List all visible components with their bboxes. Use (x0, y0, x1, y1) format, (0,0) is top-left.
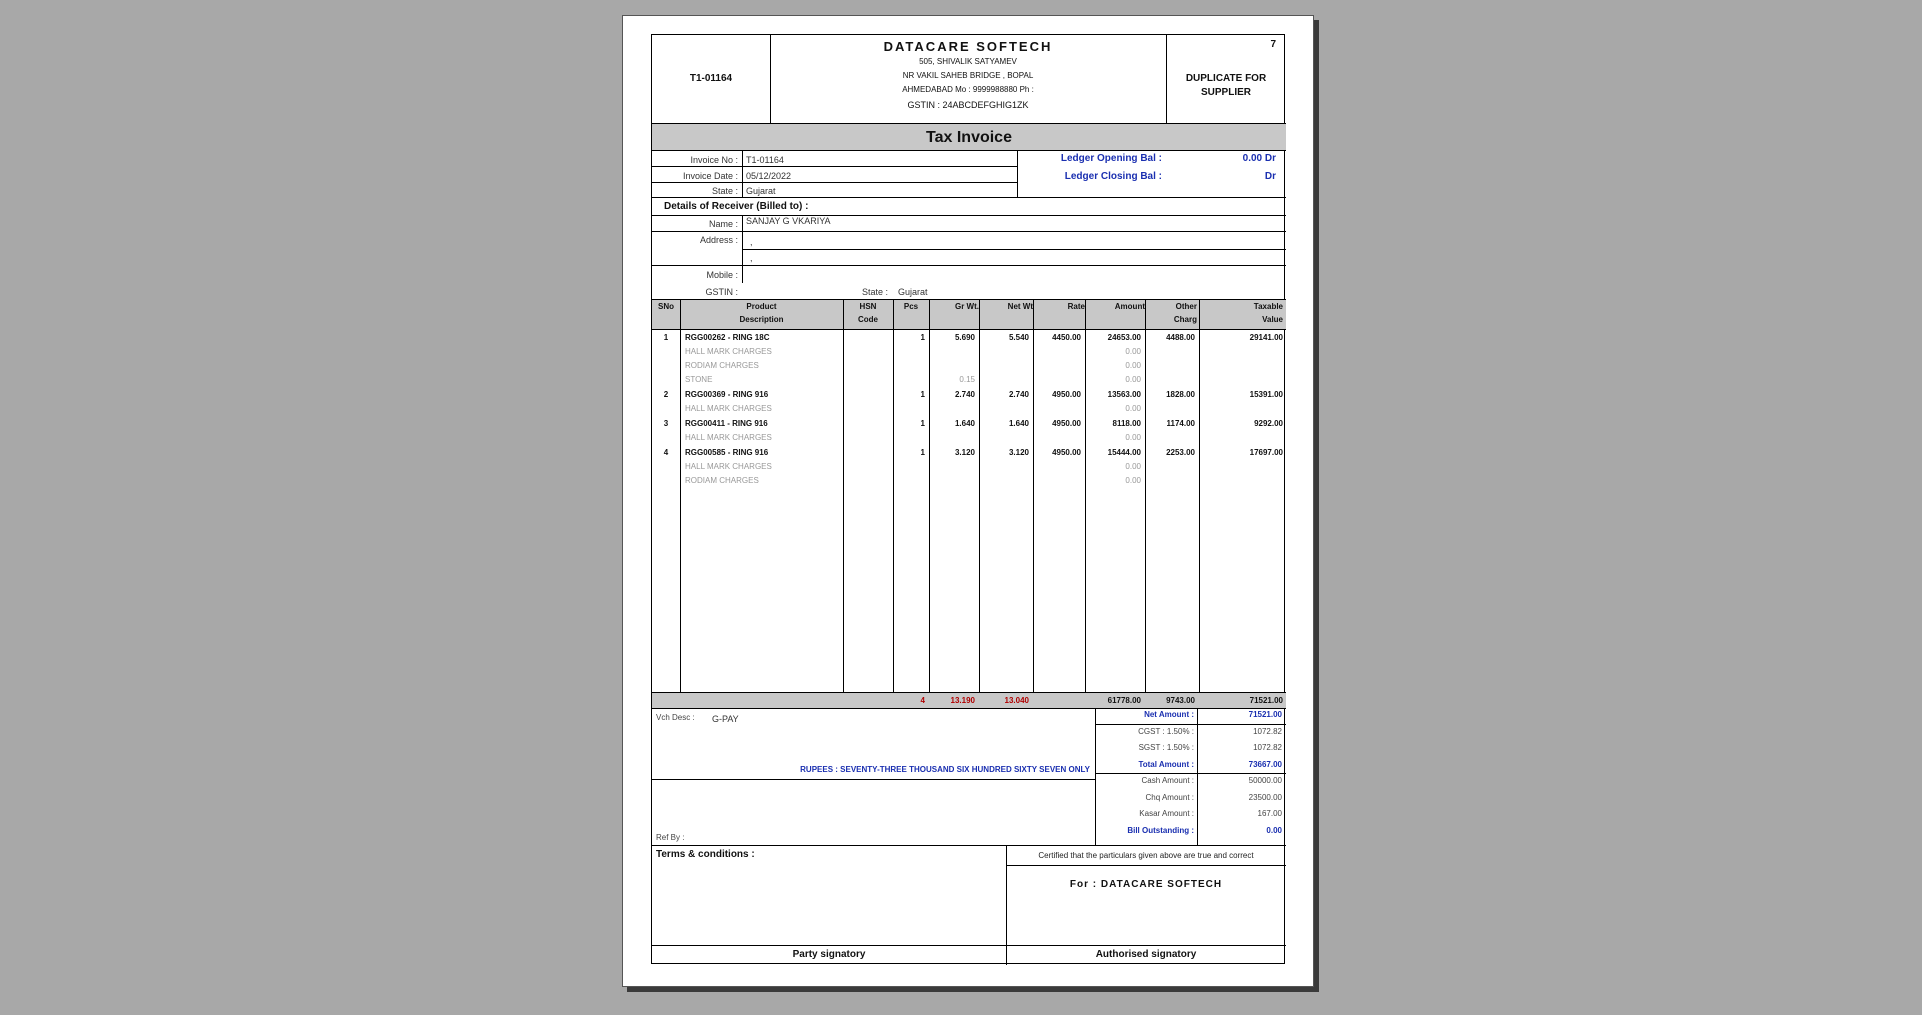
ledger-opening-label: Ledger Opening Bal : (1060, 153, 1162, 164)
col-taxable: Taxable (1253, 302, 1283, 311)
item-other-charges: 4488.00 (1166, 333, 1195, 342)
receiver-mobile-label: Mobile : (706, 270, 738, 280)
summary-divider (1095, 773, 1286, 774)
table-column-divider (929, 299, 930, 708)
item-sub-charge: HALL MARK CHARGES (685, 433, 772, 442)
item-sno: 4 (663, 448, 669, 457)
item-sub-amount: 0.00 (1125, 404, 1141, 413)
item-taxable-value: 17697.00 (1249, 448, 1283, 457)
summary-label: Kasar Amount : (1139, 809, 1194, 818)
certified-text: Certified that the particulars given above are true and correct (1038, 851, 1254, 860)
item-sub-amount: 0.00 (1125, 361, 1141, 370)
company-name: DATACARE SOFTECH (883, 39, 1053, 54)
item-sub-amount: 0.00 (1125, 462, 1141, 471)
invoice-no-label: Invoice No : (690, 155, 738, 165)
col-amount: Amount (1114, 302, 1145, 311)
item-description: RGG00585 - RING 916 (685, 448, 769, 457)
item-rate: 4950.00 (1052, 390, 1081, 399)
col-product: Product (746, 302, 777, 311)
item-sub-amount: 0.00 (1125, 375, 1141, 384)
item-sub-charge: HALL MARK CHARGES (685, 404, 772, 413)
invoice-date: 05/12/2022 (746, 171, 792, 181)
item-pcs: 1 (920, 333, 925, 342)
ledger-opening-value: 0.00 Dr (1242, 153, 1276, 164)
summary-value: 1072.82 (1253, 726, 1282, 736)
item-amount: 24653.00 (1107, 333, 1141, 342)
item-pcs: 1 (920, 419, 925, 428)
total-grwt: 13.190 (950, 696, 975, 705)
item-sub-charge: HALL MARK CHARGES (685, 462, 772, 471)
col-other: Other (1175, 302, 1197, 311)
terms-heading: Terms & conditions : (656, 849, 755, 860)
summary-label: Total Amount : (1138, 759, 1194, 769)
invoice-no: T1-01164 (746, 155, 784, 165)
col-taxable-value: Value (1262, 315, 1283, 324)
item-description: RGG00262 - RING 18C (685, 333, 770, 342)
item-taxable-value: 29141.00 (1249, 333, 1283, 342)
summary-value: 71521.00 (1248, 710, 1282, 719)
summary-label: SGST : 1.50% : (1138, 743, 1194, 752)
item-pcs: 1 (920, 390, 925, 399)
authorised-signatory: Authorised signatory (1095, 949, 1197, 960)
item-grwt: 5.690 (954, 333, 975, 342)
invoice-state: Gujarat (746, 186, 776, 196)
item-other-charges: 1828.00 (1166, 390, 1195, 399)
summary-value: 167.00 (1257, 809, 1282, 818)
table-column-divider (893, 299, 894, 708)
item-description: RGG00411 - RING 916 (685, 419, 768, 428)
for-company: For : DATACARE SOFTECH (1069, 879, 1223, 890)
item-sub-charge: RODIAM CHARGES (685, 476, 759, 485)
item-netwt: 5.540 (1008, 333, 1029, 342)
receiver-name: SANJAY G VKARIYA (746, 216, 831, 226)
table-column-divider (843, 299, 844, 708)
total-other: 9743.00 (1166, 696, 1195, 705)
summary-value: 73667.00 (1248, 759, 1282, 769)
item-other-charges: 2253.00 (1166, 448, 1195, 457)
invoice-date-label: Invoice Date : (682, 171, 738, 181)
ledger-closing-value: Dr (1264, 171, 1276, 182)
summary-divider (1095, 724, 1286, 725)
total-amount: 61778.00 (1107, 696, 1141, 705)
item-amount: 15444.00 (1107, 448, 1141, 457)
col-rate: Rate (1067, 302, 1085, 311)
company-address-2: NR VAKIL SAHEB BRIDGE , BOPAL (902, 71, 1034, 80)
table-column-divider (680, 299, 681, 708)
receiver-address-1: , (750, 237, 753, 247)
page-title: Tax Invoice (926, 129, 1012, 146)
summary-label: Bill Outstanding : (1127, 825, 1194, 835)
item-sub-charge: RODIAM CHARGES (685, 361, 759, 370)
item-amount: 8118.00 (1112, 419, 1141, 428)
item-description: RGG00369 - RING 916 (685, 390, 769, 399)
copy-label-2: SUPPLIER (1200, 87, 1251, 98)
receiver-name-label: Name : (708, 219, 738, 229)
item-rate: 4950.00 (1052, 419, 1081, 428)
col-other-charg: Charg (1173, 315, 1197, 324)
company-contact: AHMEDABAD Mo : 9999988880 Ph : (902, 85, 1034, 94)
col-grwt: Gr Wt. (955, 302, 979, 311)
ref-by-label: Ref By : (656, 833, 685, 842)
item-taxable-value: 9292.00 (1254, 419, 1283, 428)
table-column-divider (1145, 299, 1146, 708)
item-netwt: 1.640 (1008, 419, 1029, 428)
total-taxable: 71521.00 (1249, 696, 1283, 705)
vch-desc: G-PAY (712, 714, 739, 724)
item-netwt: 3.120 (1008, 448, 1029, 457)
col-hsn: HSN (859, 302, 877, 311)
invoice-page (622, 15, 1314, 987)
summary-label: Cash Amount : (1141, 776, 1194, 785)
item-sub-amount: 0.00 (1125, 476, 1141, 485)
item-sno: 3 (663, 419, 669, 428)
item-grwt: 2.740 (954, 390, 975, 399)
col-netwt: Net Wt (1007, 302, 1033, 311)
copy-label-1: DUPLICATE FOR (1185, 73, 1267, 84)
item-sub-amount: 0.00 (1125, 433, 1141, 442)
receiver-heading: Details of Receiver (Billed to) : (664, 201, 809, 212)
col-hsn-code: Code (858, 315, 878, 324)
item-grwt: 1.640 (954, 419, 975, 428)
total-netwt: 13.040 (1004, 696, 1029, 705)
item-sub-grwt: 0.15 (959, 375, 975, 384)
invoice-document (651, 34, 1285, 964)
summary-label: Chq Amount : (1145, 792, 1194, 802)
summary-value: 50000.00 (1248, 776, 1282, 785)
table-column-divider (979, 299, 980, 708)
company-gstin: GSTIN : 24ABCDEFGHIG1ZK (907, 100, 1029, 110)
item-amount: 13563.00 (1107, 390, 1141, 399)
item-rate: 4950.00 (1052, 448, 1081, 457)
item-sno: 1 (663, 333, 669, 342)
summary-value: 0.00 (1266, 825, 1282, 835)
item-sno: 2 (663, 390, 669, 399)
table-column-divider (1033, 299, 1034, 708)
summary-value: 1072.82 (1253, 743, 1282, 752)
receiver-state-label: State : (862, 287, 889, 297)
invoice-state-label: State : (711, 186, 738, 196)
total-pcs: 4 (920, 696, 925, 705)
col-description: Description (739, 315, 784, 324)
receiver-address-label: Address : (699, 235, 738, 245)
summary-value: 23500.00 (1248, 792, 1282, 802)
item-rate: 4450.00 (1052, 333, 1081, 342)
page-number: 7 (1270, 39, 1276, 50)
receiver-state: Gujarat (898, 287, 928, 297)
item-taxable-value: 15391.00 (1249, 390, 1283, 399)
item-other-charges: 1174.00 (1166, 419, 1195, 428)
summary-label: Net Amount : (1144, 710, 1194, 719)
vch-label: Vch Desc : (656, 713, 695, 722)
item-sub-charge: STONE (685, 375, 713, 384)
party-signatory: Party signatory (792, 949, 866, 960)
ledger-closing-label: Ledger Closing Bal : (1064, 171, 1162, 182)
receiver-gstin-label: GSTIN : (705, 287, 738, 297)
summary-label: CGST : 1.50% : (1138, 726, 1194, 736)
item-netwt: 2.740 (1008, 390, 1029, 399)
item-pcs: 1 (920, 448, 925, 457)
item-sub-charge: HALL MARK CHARGES (685, 347, 772, 356)
invoice-code: T1-01164 (689, 73, 733, 84)
company-address-1: 505, SHIVALIK SATYAMEV (919, 57, 1017, 66)
item-grwt: 3.120 (954, 448, 975, 457)
col-pcs: Pcs (903, 302, 919, 311)
amount-in-words: RUPEES : SEVENTY-THREE THOUSAND SIX HUNDRED SIXTY SEVEN ONLY (800, 765, 1090, 774)
table-column-divider (1199, 299, 1200, 708)
col-sno: SNo (658, 302, 674, 311)
receiver-address-2: , (750, 253, 753, 263)
item-sub-amount: 0.00 (1125, 347, 1141, 356)
